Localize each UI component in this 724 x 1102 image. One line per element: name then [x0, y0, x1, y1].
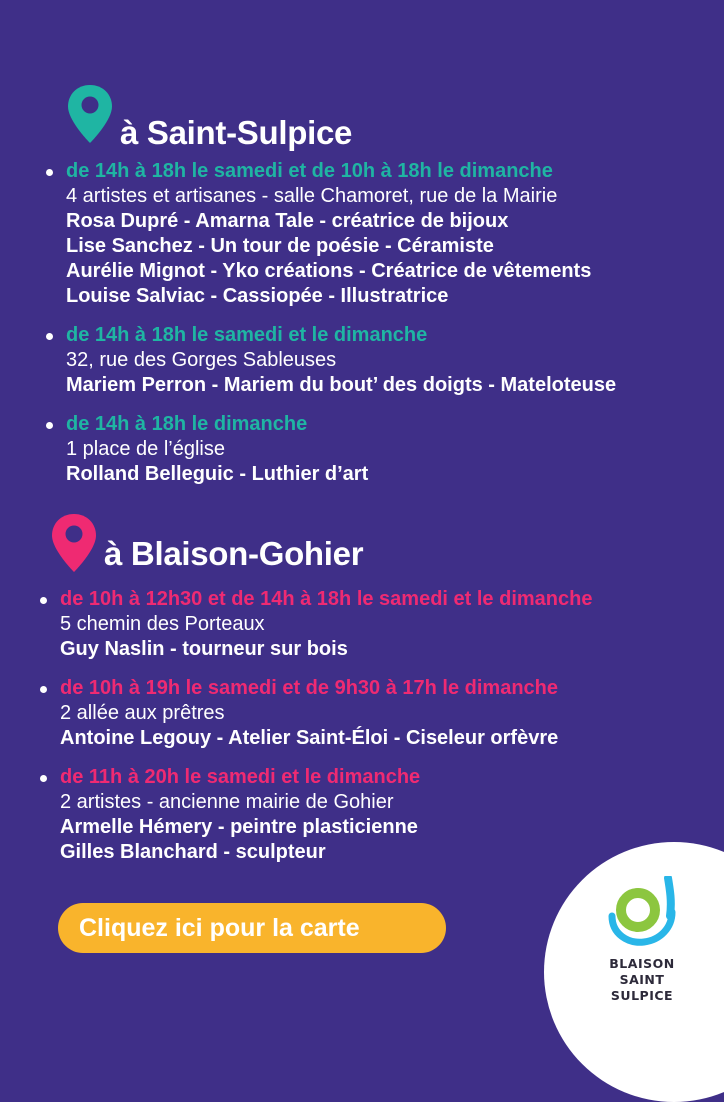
- section-header: [50, 512, 363, 574]
- entry-list: [60, 587, 592, 879]
- artist-line: Lise Sanchez - Un tour de poésie - Céramiste: [66, 235, 494, 257]
- map-pin-icon: [50, 512, 98, 574]
- artist-line: Rolland Belleguic - Luthier d’art: [66, 463, 369, 485]
- artist-line: Gilles Blanchard - sculpteur: [60, 841, 326, 863]
- logo-line: SAINT: [619, 972, 665, 987]
- bullet: [46, 422, 53, 429]
- bullet: [40, 775, 47, 782]
- list-item: [60, 676, 592, 751]
- section-title: à Blaison-Gohier: [104, 535, 364, 572]
- place-text: 2 allée aux prêtres: [60, 702, 225, 724]
- artist-line: Louise Salviac - Cassiopée - Illustratrice: [66, 285, 449, 307]
- list-item: [60, 587, 592, 662]
- section-header: [66, 76, 352, 152]
- commune-logo-icon: [604, 876, 680, 948]
- place-text: 2 artistes - ancienne mairie de Gohier: [60, 791, 394, 813]
- schedule-text: de 10h à 19h le samedi et de 9h30 à 17h le dimanche: [60, 677, 559, 699]
- artist-line: Mariem Perron - Mariem du bout’ des doigts - Mateloteuse: [66, 374, 617, 396]
- schedule-text: de 11h à 20h le samedi et le dimanche: [60, 766, 421, 788]
- logo-text: [600, 956, 684, 1004]
- artist-line: Guy Naslin - tourneur sur bois: [60, 638, 348, 660]
- schedule-text: de 14h à 18h le samedi et de 10h à 18h le dimanche: [66, 160, 553, 182]
- list-item: [66, 412, 616, 487]
- schedule-text: de 10h à 12h30 et de 14h à 18h le samedi et le dimanche: [60, 588, 593, 610]
- map-link-button[interactable]: Cliquez ici pour la carte: [58, 903, 446, 953]
- list-item: [66, 159, 616, 309]
- place-text: 5 chemin des Porteaux: [60, 613, 265, 635]
- logo-line: SULPICE: [610, 988, 674, 1003]
- entry-list: [66, 159, 616, 501]
- place-text: 4 artistes et artisanes - salle Chamoret, rue de la Mairie: [66, 185, 558, 207]
- place-text: 32, rue des Gorges Sableuses: [66, 349, 337, 371]
- artist-line: Rosa Dupré - Amarna Tale - créatrice de bijoux: [66, 210, 509, 232]
- schedule-text: de 14h à 18h le dimanche: [66, 413, 308, 435]
- artist-line: Antoine Legouy - Atelier Saint-Éloi - Ciseleur orfèvre: [60, 727, 559, 749]
- artist-line: Armelle Hémery - peintre plasticienne: [60, 816, 418, 838]
- map-pin-icon: [66, 83, 114, 145]
- section-title: à Saint-Sulpice: [120, 114, 353, 151]
- list-item: [66, 323, 616, 398]
- bullet: [46, 169, 53, 176]
- schedule-text: de 14h à 18h le samedi et le dimanche: [66, 324, 428, 346]
- logo-line: BLAISON: [609, 956, 675, 971]
- list-item: [60, 765, 592, 865]
- bullet: [40, 597, 47, 604]
- artist-line: Aurélie Mignot - Yko créations - Créatrice de vêtements: [66, 260, 592, 282]
- bullet: [46, 333, 53, 340]
- bullet: [40, 686, 47, 693]
- place-text: 1 place de l’église: [66, 438, 225, 460]
